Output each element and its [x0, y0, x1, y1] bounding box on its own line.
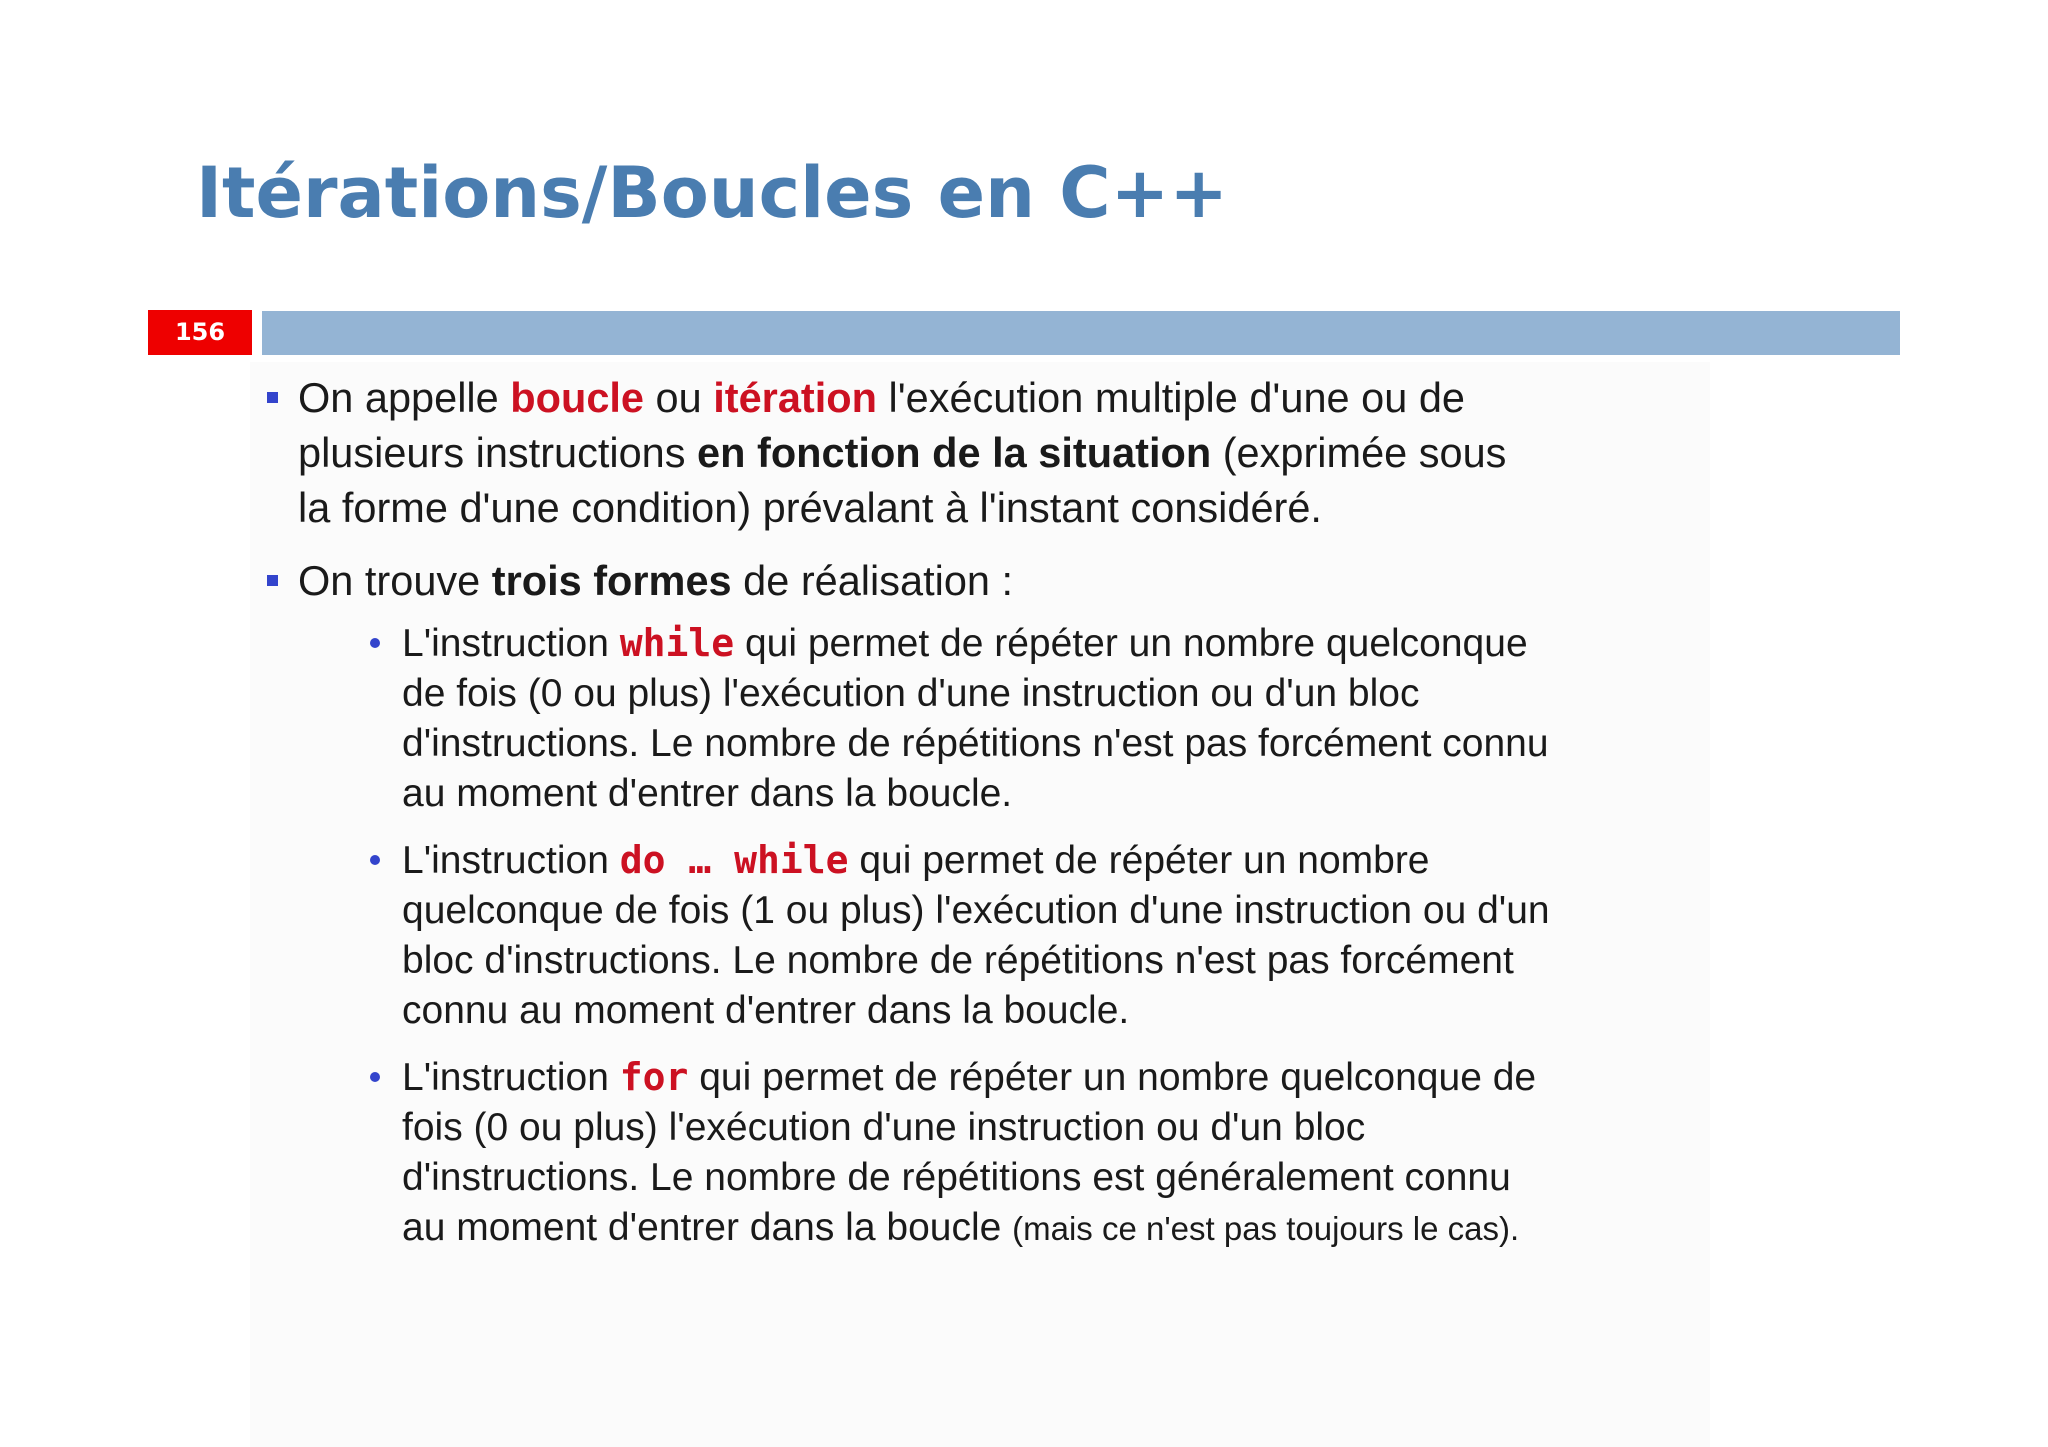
form-do-while	[298, 835, 1714, 1036]
text-line	[402, 1203, 1714, 1254]
header-bar	[262, 311, 1900, 355]
text-line: de fois (0 ou plus) l'exécution d'une instruction ou d'un bloc	[402, 672, 1420, 715]
form-for	[298, 1052, 1714, 1254]
round-bullet-icon	[370, 638, 380, 648]
text-line	[402, 835, 1714, 886]
text-run: On appelle	[298, 374, 511, 421]
round-bullet-icon	[370, 1072, 380, 1082]
text-run: qui permet de répéter un nombre	[848, 839, 1430, 882]
text-run: plusieurs instructions	[298, 429, 698, 476]
keyword-while: while	[619, 621, 735, 665]
text-run: qui permet de répéter un nombre quelconque de	[688, 1056, 1537, 1099]
bullet-forms	[264, 553, 1714, 1254]
keyword-boucle: boucle	[510, 374, 645, 421]
text-line: d'instructions. Le nombre de répétitions est généralement connu	[402, 1156, 1511, 1199]
text-line	[298, 553, 1714, 608]
slide-number-badge: 156	[148, 310, 252, 355]
emphasis-text: en fonction de la situation	[697, 429, 1212, 476]
text-run: ou	[644, 374, 714, 421]
text-run: On trouve	[298, 557, 492, 604]
text-run: de réalisation :	[731, 557, 1014, 604]
text-line	[402, 618, 1714, 669]
square-bullet-icon	[267, 392, 278, 403]
keyword-do-while: do … while	[619, 838, 849, 882]
page-title: Itérations/Boucles en C++	[196, 152, 1228, 234]
forms-list	[298, 618, 1714, 1254]
bullet-definition	[264, 370, 1714, 535]
emphasis-text: trois formes	[491, 557, 732, 604]
keyword-for: for	[619, 1055, 689, 1099]
text-run: (exprimée sous	[1211, 429, 1507, 476]
text-run: L'instruction	[402, 839, 620, 882]
text-run: au moment d'entrer dans la boucle	[402, 1206, 1013, 1249]
round-bullet-icon	[370, 855, 380, 865]
text-run: qui permet de répéter un nombre quelconque	[734, 622, 1528, 665]
text-line: bloc d'instructions. Le nombre de répétitions n'est pas forcément	[402, 939, 1514, 982]
text-line: quelconque de fois (1 ou plus) l'exécution d'une instruction ou d'un	[402, 889, 1550, 932]
text-line	[402, 1052, 1714, 1103]
text-run: L'instruction	[402, 622, 620, 665]
keyword-iteration: itération	[713, 374, 877, 421]
text-run: l'exécution multiple d'une ou de	[876, 374, 1465, 421]
text-line: connu au moment d'entrer dans la boucle.	[402, 989, 1130, 1032]
text-line: la forme d'une condition) prévalant à l'instant considéré.	[298, 484, 1322, 531]
text-line	[298, 425, 1714, 480]
text-line: au moment d'entrer dans la boucle.	[402, 772, 1013, 815]
square-bullet-icon	[267, 575, 278, 586]
text-line	[298, 370, 1714, 425]
form-while	[298, 618, 1714, 819]
note-text: (mais ce n'est pas toujours le cas).	[1012, 1210, 1520, 1247]
text-run: L'instruction	[402, 1056, 620, 1099]
text-line: fois (0 ou plus) l'exécution d'une instruction ou d'un bloc	[402, 1106, 1366, 1149]
slide-content	[264, 370, 1714, 1272]
text-line: d'instructions. Le nombre de répétitions n'est pas forcément connu	[402, 722, 1549, 765]
